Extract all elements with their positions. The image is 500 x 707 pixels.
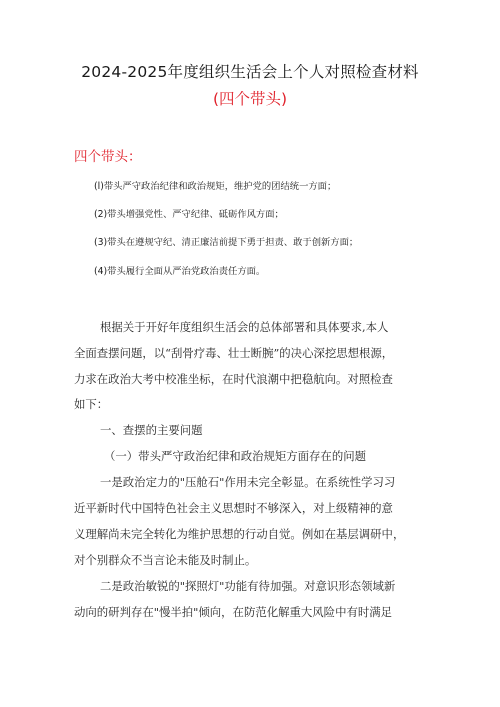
document-subtitle: (四个带头) xyxy=(212,90,288,108)
body-paragraph-line: 动向的研判存在"慢半拍"倾向，在防范化解重大风险中有时满足 xyxy=(74,605,393,619)
lead-item: (3)带头在遵规守纪、清正廉洁前提下勇于担责、敢于创新方面； xyxy=(94,237,359,248)
section-heading: 一、查摆的主要问题 xyxy=(100,423,203,437)
subsection-heading: （一）带头严守政治纪律和政治规矩方面存在的问题 xyxy=(104,449,366,463)
lead-item: (l)带头严守政治纪律和政治规矩，维护党的团结统一方面； xyxy=(94,181,337,192)
body-paragraph-line: 近平新时代中国特色社会主义思想时不够深入，对上级精神的意 xyxy=(74,501,393,515)
body-paragraph-line: 力求在政治大考中校准坐标，在时代浪潮中把稳航向。对照检查 xyxy=(74,372,393,386)
body-paragraph-line: 二是政治敏锐的"探照灯"功能有待加强。对意识形态领域新 xyxy=(100,579,396,593)
lead-section-heading: 四个带头： xyxy=(74,149,142,165)
body-paragraph-line: 一是政治定力的"压舱石"作用未完全彰显。在系统性学习习 xyxy=(100,475,396,489)
body-paragraph-line: 全面查摆问题，以“刮骨疗毒、壮士断腕”的决心深挖思想根源， xyxy=(74,346,394,360)
body-paragraph-line: 根据关于开好年度组织生活会的总体部署和具体要求,本人 xyxy=(100,320,389,334)
lead-item: (4)带头履行全面从严治党政治责任方面。 xyxy=(94,266,266,277)
body-paragraph-line: 如下： xyxy=(74,397,109,411)
lead-item: (2)带头增强党性、严守纪律、砥砺作风方面； xyxy=(94,209,284,220)
body-paragraph-line: 对个别群众不当言论未能及时制止。 xyxy=(74,553,257,567)
document-title: 2024-2025年度组织生活会上个人对照检查材料 xyxy=(81,63,419,81)
body-paragraph-line: 义理解尚未完全转化为维护思想的行动自觉。例如在基层调研中， xyxy=(74,527,405,541)
